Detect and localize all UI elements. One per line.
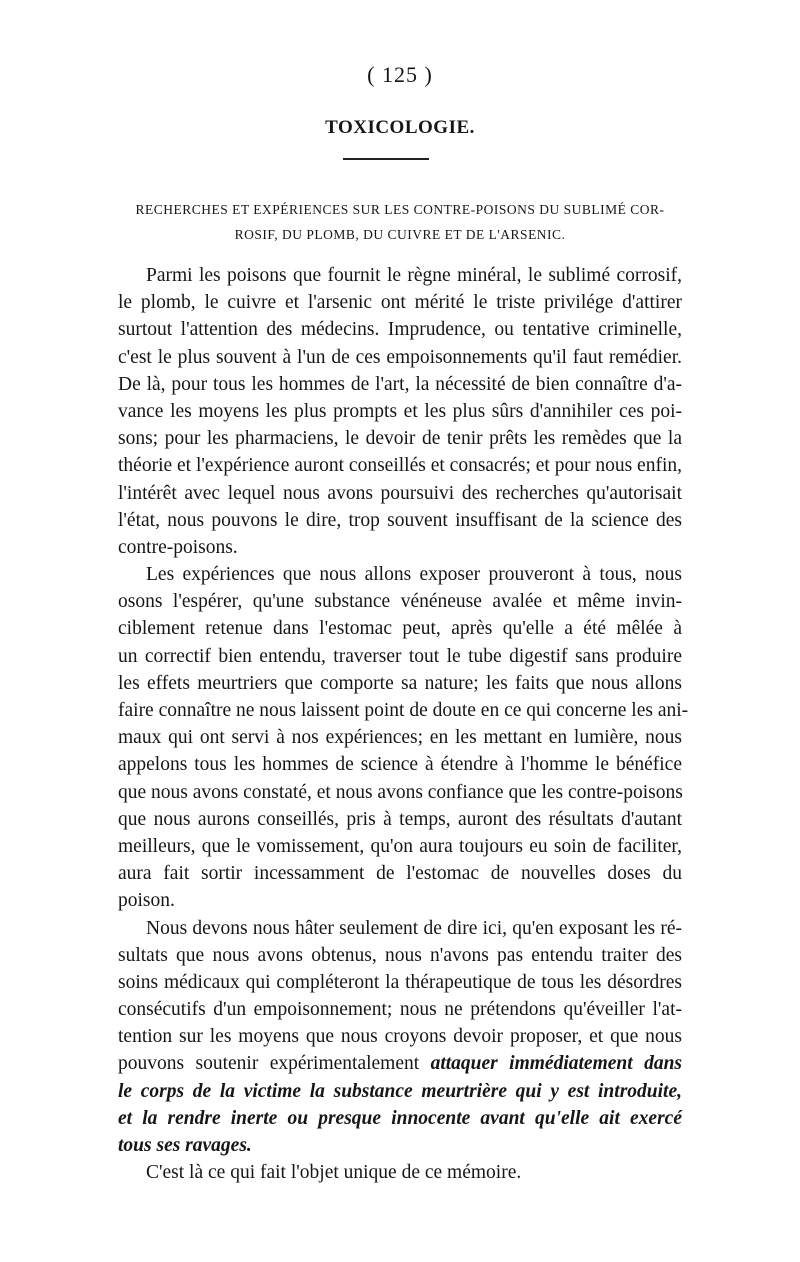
text-line: poison. bbox=[118, 890, 175, 912]
text-line: les effets meurtriers que comporte sa nature; les faits que nous allons bbox=[118, 672, 682, 694]
text-line: l'état, nous pouvons le dire, trop souvent insuffisant de la science des bbox=[118, 509, 682, 531]
text-line: ciblement retenue dans l'estomac peut, après qu'elle a été mêlée à bbox=[118, 618, 682, 640]
text-line: De là, pour tous les hommes de l'art, la nécessité de bien connaître d'a- bbox=[118, 373, 682, 395]
article-title-line: RECHERCHES ET EXPÉRIENCES SUR LES CONTRE-POISONS DU SUBLIMÉ COR- bbox=[135, 202, 665, 217]
text-line: surtout l'attention des médecins. Imprudence, ou tentative criminelle, bbox=[118, 319, 682, 341]
text-line-mixed bbox=[118, 1050, 682, 1077]
text-line: l'intérêt avec lequel nous avons poursuivi des recherches qu'autorisait bbox=[118, 482, 682, 504]
emphasized-text: attaquer immédiatement dans bbox=[430, 1053, 683, 1075]
text-line: théorie et l'expérience auront conseillés et consacrés; et pour nous enfin, bbox=[118, 455, 682, 477]
text-line: aura fait sortir incessamment de l'estomac de nouvelles doses du bbox=[118, 863, 682, 885]
emphasized-line: le corps de la victime la substance meurtrière qui y est introduite, bbox=[118, 1080, 682, 1102]
text-line: maux qui ont servi à nos expériences; en les mettant en lumière, nous bbox=[118, 727, 682, 749]
title-divider bbox=[343, 158, 429, 160]
text-line: que nous avons constaté, et nous avons confiance que les contre-poisons bbox=[118, 781, 683, 803]
section-title: TOXICOLOGIE. bbox=[325, 117, 475, 138]
text-line: consécutifs d'un empoisonnement; nous ne prétendons qu'éveiller l'at- bbox=[118, 999, 682, 1021]
text-line: c'est le plus souvent à l'un de ces empoisonnements qu'il faut remédier. bbox=[118, 346, 682, 368]
text-line: faire connaître ne nous laissent point de doute en ce qui concerne les ani- bbox=[118, 700, 689, 721]
text-line: osons l'espérer, qu'une substance vénéneuse avalée et même invin- bbox=[118, 591, 682, 613]
text-line: sons; pour les pharmaciens, le devoir de tenir prêts les remèdes que la bbox=[118, 428, 682, 450]
emphasized-line: et la rendre inerte ou presque innocente avant qu'elle ait exercé bbox=[118, 1107, 682, 1129]
page-number: ( 125 ) bbox=[367, 62, 433, 87]
article-title-line: ROSIF, DU PLOMB, DU CUIVRE ET DE L'ARSENIC. bbox=[234, 227, 566, 242]
text-line: meilleurs, que le vomissement, qu'on aura toujours eu soin de faciliter, bbox=[118, 835, 682, 857]
text-line: Nous devons nous hâter seulement de dire ici, qu'en exposant les ré- bbox=[146, 917, 682, 939]
text-line: appelons tous les hommes de science à étendre à l'homme le bénéfice bbox=[118, 754, 682, 776]
text-line: tention sur les moyens que nous croyons devoir proposer, et que nous bbox=[118, 1026, 682, 1048]
text-segment: pouvons soutenir expérimentalement bbox=[118, 1053, 420, 1075]
text-line: un correctif bien entendu, traverser tout le tube digestif sans produire bbox=[118, 645, 682, 667]
body-text bbox=[118, 262, 689, 1186]
text-line: Parmi les poisons que fournit le règne minéral, le sublimé corrosif, bbox=[146, 265, 682, 286]
text-line: C'est là ce qui fait l'objet unique de ce mémoire. bbox=[146, 1162, 522, 1184]
text-line: vance les moyens les plus prompts et les plus sûrs d'annihiler ces poi- bbox=[118, 400, 682, 422]
text-line: sultats que nous avons obtenus, nous n'avons pas entendu traiter des bbox=[118, 944, 682, 966]
text-line: le plomb, le cuivre et l'arsenic ont mérité le triste privilége d'attirer bbox=[118, 292, 682, 314]
text-line: Les expériences que nous allons exposer prouveront à tous, nous bbox=[146, 564, 682, 586]
text-line: soins médicaux qui compléteront la thérapeutique de tous les désordres bbox=[118, 971, 682, 993]
text-line: que nous aurons conseillés, pris à temps, auront des résultats d'autant bbox=[118, 808, 682, 830]
text-line: contre-poisons. bbox=[118, 536, 238, 558]
emphasized-line: tous ses ravages. bbox=[118, 1135, 252, 1156]
article-title bbox=[118, 197, 682, 247]
